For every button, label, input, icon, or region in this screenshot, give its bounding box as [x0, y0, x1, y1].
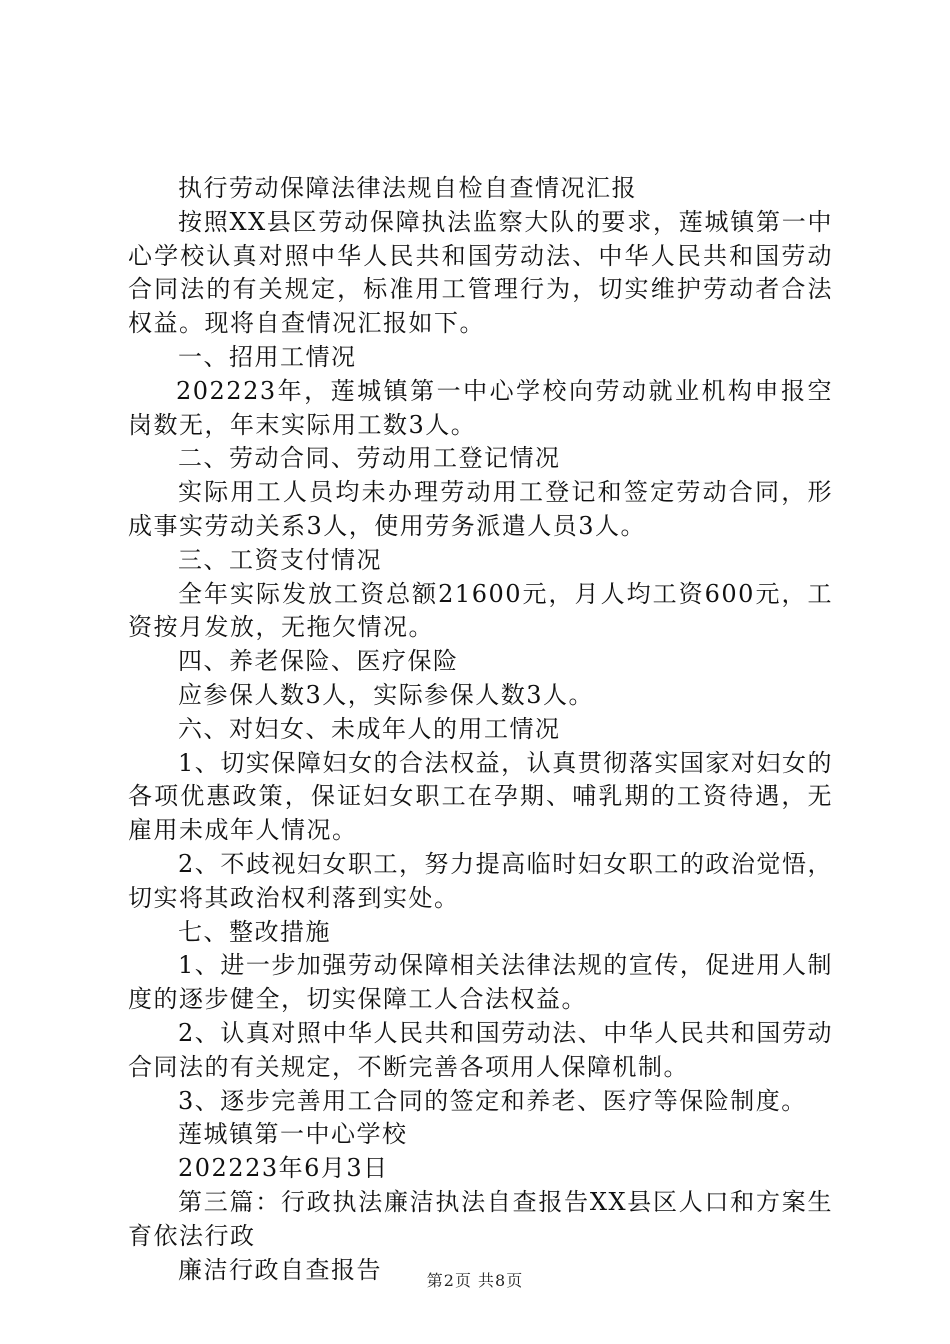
next-chapter-title: 第三篇：行政执法廉洁执法自查报告XX县区人口和方案生育依法行政 — [128, 1187, 833, 1250]
paragraph-women-1: 1、切实保障妇女的合法权益，认真贯彻落实国家对妇女的各项优惠政策，保证妇女职工在孕期、哺乳期的工资待遇，无雇用未成年人情况。 — [128, 748, 833, 845]
section-heading-wages: 三、工资支付情况 — [178, 545, 382, 574]
paragraph-rectification-1: 1、进一步加强劳动保障相关法律法规的宣传，促进用人制度的逐步健全，切实保障工人合法权益。 — [128, 951, 833, 1014]
page-footer: 第2页 共8页 — [426, 1271, 524, 1290]
paragraph-wages: 全年实际发放工资总额21600元，月人均工资600元，工资按月发放，无拖欠情况。 — [128, 579, 833, 642]
paragraph-women-2: 2、不歧视妇女职工，努力提高临时妇女职工的政治觉悟，切实将其政治权利落到实处。 — [128, 849, 833, 912]
section-heading-women-minors: 六、对妇女、未成年人的用工情况 — [178, 714, 561, 743]
document-title: 执行劳动保障法律法规自检自查情况汇报 — [178, 174, 637, 202]
section-heading-insurance: 四、养老保险、医疗保险 — [178, 647, 459, 676]
section-heading-rectification: 七、整改措施 — [178, 917, 331, 946]
paragraph-recruitment: 202223年，莲城镇第一中心学校向劳动就业机构申报空岗数无，年末实际用工数3人。 — [128, 376, 833, 439]
paragraph-intro: 按照XX县区劳动保障执法监察大队的要求，莲城镇第一中心学校认真对照中华人民共和国劳动法、中华人民共和国劳动合同法的有关规定，标准用工管理行为，切实维护劳动者合法权益。现将自查情况汇报如下。 — [128, 207, 833, 338]
signature-date: 202223年6月3日 — [178, 1154, 389, 1183]
signature-organization: 莲城镇第一中心学校 — [178, 1120, 408, 1149]
section-heading-recruitment: 一、招用工情况 — [178, 342, 357, 371]
paragraph-rectification-3: 3、逐步完善用工合同的签定和养老、医疗等保险制度。 — [178, 1086, 807, 1115]
next-chapter-subtitle: 廉洁行政自查报告 — [178, 1255, 382, 1284]
paragraph-rectification-2: 2、认真对照中华人民共和国劳动法、中华人民共和国劳动合同法的有关规定，不断完善各项用人保障机制。 — [128, 1018, 833, 1081]
document-body — [128, 172, 833, 1287]
paragraph-contracts: 实际用工人员均未办理劳动用工登记和签定劳动合同，形成事实劳动关系3人，使用劳务派遣人员3人。 — [128, 478, 833, 540]
section-heading-contracts: 二、劳动合同、劳动用工登记情况 — [178, 444, 561, 473]
paragraph-insurance: 应参保人数3人，实际参保人数3人。 — [178, 680, 595, 709]
